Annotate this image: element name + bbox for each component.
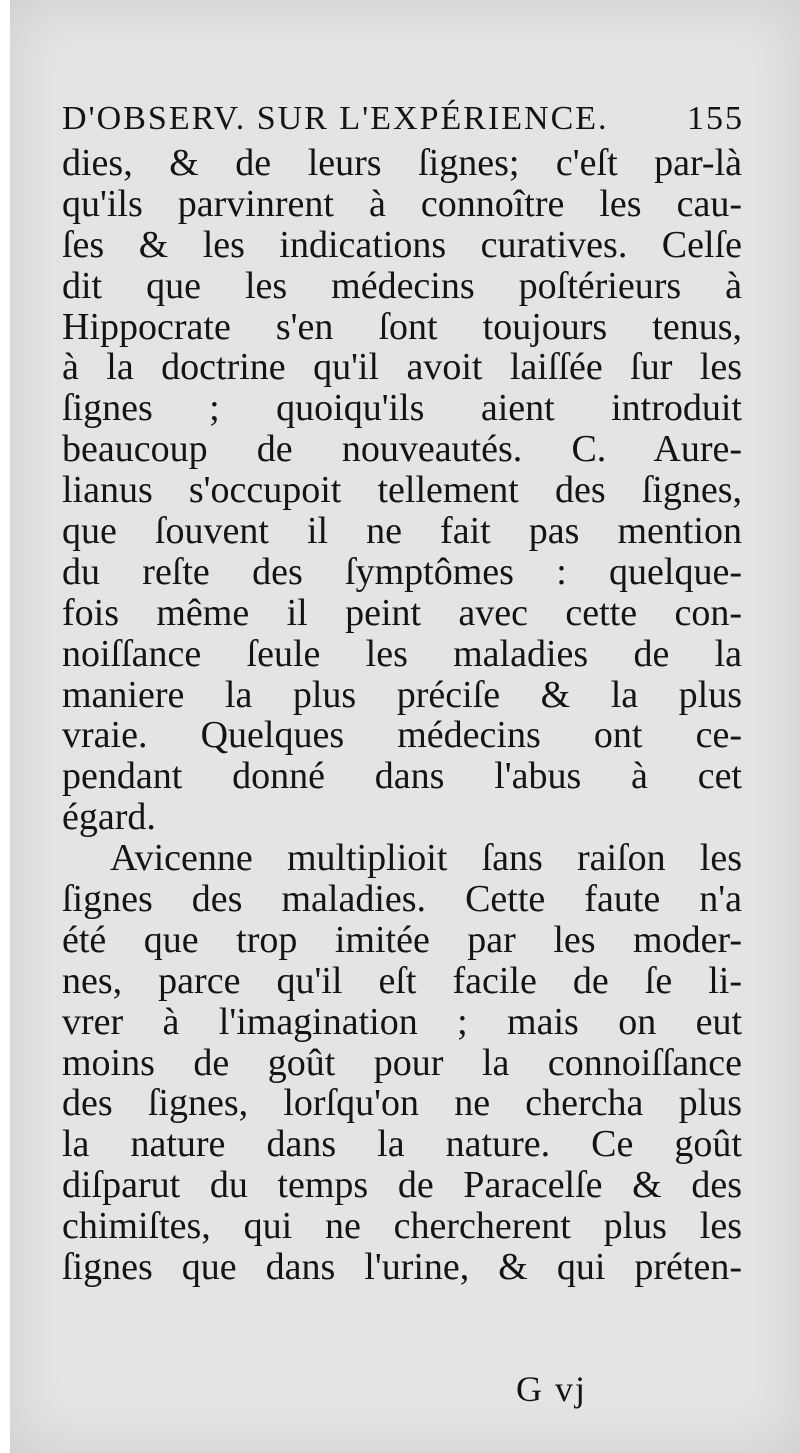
text-line: vraie. Quelques médecins ont ce- — [62, 714, 742, 757]
signature-mark: G vj — [516, 1369, 587, 1409]
page-text — [62, 95, 742, 1288]
text-line: moins de goût pour la connoiſſance — [62, 1041, 742, 1084]
text-line: à la doctrine qu'il avoit laiſſée ſur les — [62, 346, 742, 389]
text-line: chimiſtes, qui ne chercherent plus les — [62, 1205, 742, 1248]
text-line: que ſouvent il ne fait pas mention — [62, 510, 742, 553]
text-line: diſparut du temps de Paracelſe & des — [62, 1164, 742, 1207]
running-title: D'OBSERV. SUR L'EXPÉRIENCE. — [62, 100, 609, 137]
text-line: dit que les médecins poſtérieurs à — [62, 264, 742, 307]
text-line: Hippocrate s'en ſont toujours tenus, — [62, 305, 742, 348]
text-line: pendant donné dans l'abus à cet — [62, 755, 742, 798]
running-header — [62, 95, 742, 143]
text-line: noiſſance ſeule les maladies de la — [62, 632, 742, 675]
page-number: 155 — [687, 100, 744, 137]
text-line: qu'ils parvinrent à connoître les cau- — [62, 182, 742, 225]
text-line: égard. — [62, 796, 156, 839]
text-line: ſignes des maladies. Cette faute n'a — [62, 878, 742, 921]
text-line: beaucoup de nouveautés. C. Aure- — [62, 428, 742, 471]
text-line: la nature dans la nature. Ce goût — [62, 1123, 742, 1166]
page-gutter — [0, 0, 10, 1453]
text-line: des ſignes, lorſqu'on ne chercha plus — [62, 1082, 742, 1125]
text-line: maniere la plus préciſe & la plus — [62, 673, 742, 716]
text-line: fois même il peint avec cette con- — [62, 591, 742, 634]
text-line: vrer à l'imagination ; mais on eut — [62, 1000, 742, 1043]
text-line: nes, parce qu'il eſt facile de ſe li- — [62, 959, 742, 1002]
paragraph-first-line: Avicenne multiplioit ſans raiſon les — [110, 837, 742, 880]
text-line: ſes & les indications curatives. Celſe — [62, 223, 742, 266]
text-line: été que trop imitée par les moder- — [62, 918, 742, 961]
text-line: lianus s'occupoit tellement des ſignes, — [62, 469, 742, 512]
text-line: ſignes que dans l'urine, & qui préten- — [62, 1246, 742, 1289]
text-line: du reſte des ſymptômes : quelque- — [62, 550, 742, 593]
text-line: ſignes ; quoiqu'ils aient introduit — [62, 387, 742, 430]
text-line: dies, & de leurs ſignes; c'eſt par-là — [62, 142, 742, 184]
